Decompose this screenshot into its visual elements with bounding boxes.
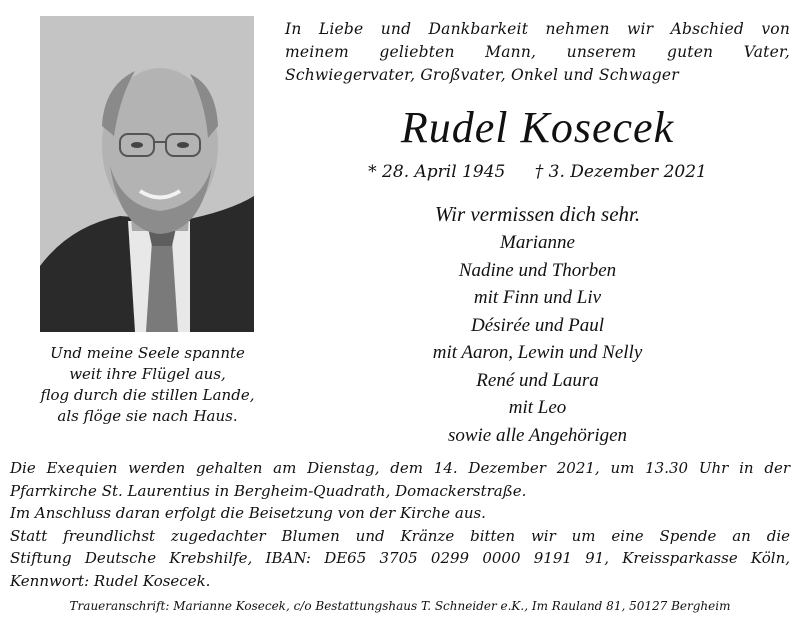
- service-line: Pfarrkirche St. Laurentius in Bergheim-Quadrath, Domackerstraße.: [10, 481, 527, 500]
- mourner-line: René und Laura: [476, 369, 599, 391]
- poem-line: als flöge sie nach Haus.: [57, 407, 238, 425]
- poem-line: Und meine Seele spannte: [50, 344, 245, 362]
- mourner-line: sowie alle Angehörigen: [447, 424, 628, 446]
- birth-date: * 28. April 1945: [368, 162, 506, 182]
- mourner-line: Désirée und Paul: [471, 314, 604, 336]
- intro-line: Schwiegervater, Großvater, Onkel und Schwager: [285, 66, 679, 84]
- service-line: Die Exequien werden gehalten am Dienstag, dem 14. Dezember 2021, um 13.30 Uhr in der: [10, 459, 790, 477]
- deceased-name: Rudel Kosecek: [400, 103, 675, 152]
- mourner-line: Marianne: [500, 232, 575, 253]
- service-line: Kennwort: Rudel Kosecek.: [10, 571, 211, 590]
- mourning-address: Traueranschrift: Marianne Kosecek, c/o Bestattungshaus T. Schneider e.K., Im Rauland 81, 50127 Bergheim: [69, 599, 731, 613]
- poem-line: weit ihre Flügel aus,: [69, 365, 226, 383]
- death-date: † 3. Dezember 2021: [534, 162, 707, 182]
- service-line: Statt freundlichst zugedachter Blumen und Kränze bitten wir um eine Spende an die: [10, 526, 790, 545]
- service-line: Im Anschluss daran erfolgt die Beisetzung von der Kirche aus.: [10, 504, 486, 522]
- life-dates: [285, 160, 790, 184]
- mourner-line: Nadine und Thorben: [458, 259, 617, 281]
- intro-text: [285, 18, 790, 87]
- mourner-line: mit Aaron, Lewin und Nelly: [432, 342, 643, 363]
- portrait-photo: [40, 16, 254, 332]
- intro-line: meinem geliebten Mann, unserem guten Vater,: [285, 43, 790, 61]
- mourners-list: [285, 199, 790, 449]
- service-line: Stiftung Deutsche Krebshilfe, IBAN: DE65 3705 0299 0000 9191 91, Kreissparkasse Köln,: [10, 549, 790, 567]
- mourner-line: mit Finn und Liv: [473, 287, 602, 308]
- mourner-line: mit Leo: [508, 397, 567, 418]
- poem: [10, 343, 285, 427]
- intro-line: In Liebe und Dankbarkeit nehmen wir Abschied von: [285, 20, 790, 38]
- mourners-heading: Wir vermissen dich sehr.: [434, 202, 641, 226]
- poem-line: flog durch die stillen Lande,: [40, 386, 255, 404]
- service-details: [10, 457, 790, 592]
